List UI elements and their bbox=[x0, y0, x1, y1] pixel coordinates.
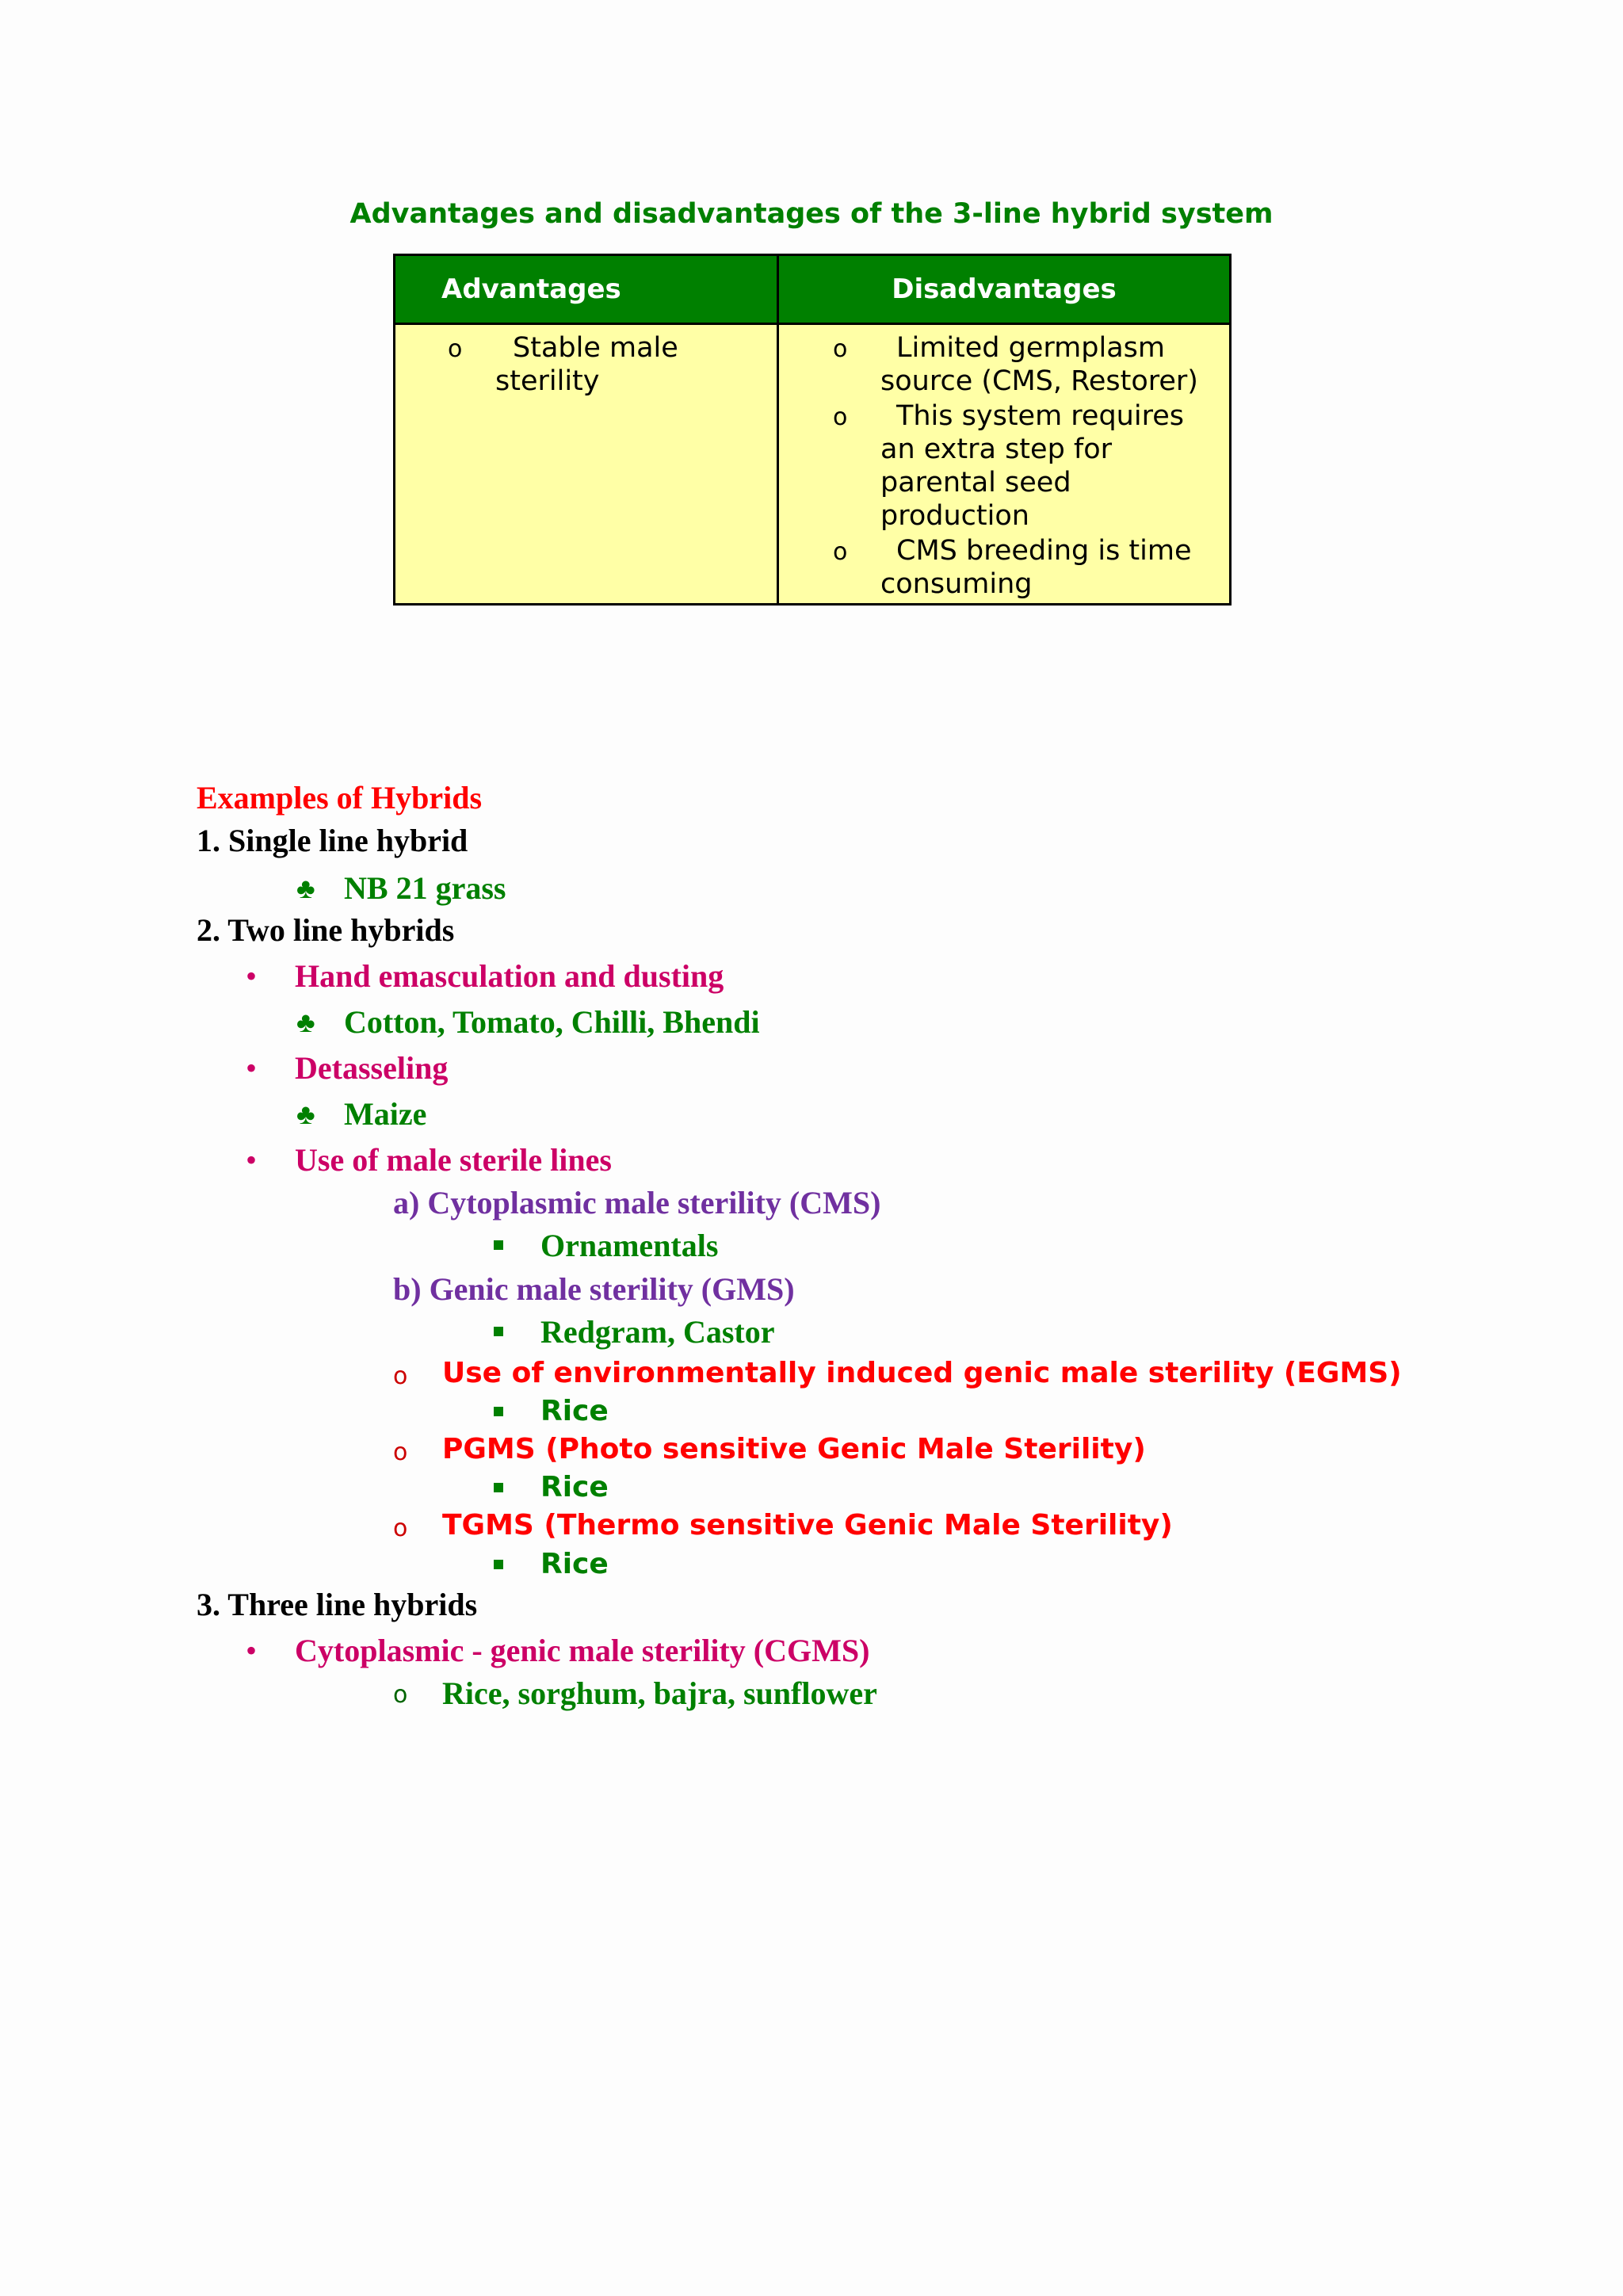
crop-item: Rice bbox=[540, 1548, 609, 1580]
env-item: Use of environmentally induced genic male sterility (EGMS) bbox=[442, 1357, 1402, 1389]
disadvantage-item: CMS breeding is time bbox=[896, 535, 1192, 567]
crop-item: NB 21 grass bbox=[344, 870, 506, 906]
env-item: TGMS (Thermo sensitive Genic Male Sterility) bbox=[442, 1509, 1173, 1541]
disadvantages-header: Disadvantages bbox=[779, 256, 1229, 323]
column-divider bbox=[777, 256, 779, 603]
advantage-item-cont: sterility bbox=[495, 365, 600, 397]
crop-item: Cotton, Tomato, Chilli, Bhendi bbox=[344, 1004, 760, 1040]
club-icon: ♣ bbox=[296, 873, 315, 904]
method-item: Use of male sterile lines bbox=[295, 1142, 612, 1178]
crop-item: Rice bbox=[540, 1471, 609, 1503]
square-bullet-icon bbox=[494, 1240, 503, 1250]
advantage-item: Stable male bbox=[513, 332, 678, 364]
crop-item: Rice bbox=[540, 1395, 609, 1427]
examples-heading: Examples of Hybrids bbox=[197, 780, 483, 816]
advantages-table bbox=[393, 254, 1232, 606]
table-title: Advantages and disadvantages of the 3-line hybrid system bbox=[349, 198, 1274, 230]
club-icon: ♣ bbox=[296, 1098, 315, 1130]
crop-item: Redgram, Castor bbox=[540, 1314, 775, 1350]
bullet-icon: o bbox=[833, 403, 848, 431]
disadvantage-item-cont: parental seed bbox=[880, 467, 1071, 499]
env-item: PGMS (Photo sensitive Genic Male Sterility) bbox=[442, 1433, 1146, 1465]
disadvantage-item-cont: an extra step for bbox=[880, 434, 1113, 465]
method-item: Hand emasculation and dusting bbox=[295, 958, 724, 994]
method-item: Detasseling bbox=[295, 1050, 449, 1086]
section-title: 1. Single line hybrid bbox=[197, 823, 468, 858]
circle-bullet-icon: o bbox=[393, 1515, 408, 1542]
advantages-cell bbox=[395, 323, 777, 603]
bullet-icon: o bbox=[448, 335, 463, 363]
section-title: 2. Two line hybrids bbox=[197, 912, 455, 948]
disadvantage-item: This system requires bbox=[896, 400, 1184, 432]
bullet-dot-icon: • bbox=[246, 1050, 258, 1086]
bullet-dot-icon: • bbox=[246, 1633, 258, 1668]
disadvantages-cell bbox=[779, 323, 1229, 603]
bullet-dot-icon: • bbox=[246, 958, 258, 994]
bullet-icon: o bbox=[833, 335, 848, 363]
advantages-header: Advantages bbox=[395, 256, 777, 323]
disadvantage-item-cont: source (CMS, Restorer) bbox=[880, 365, 1198, 397]
bullet-dot-icon: • bbox=[246, 1142, 258, 1178]
subtype-item: a) Cytoplasmic male sterility (CMS) bbox=[393, 1185, 881, 1221]
circle-bullet-icon: o bbox=[393, 1362, 408, 1390]
crop-item: Rice, sorghum, bajra, sunflower bbox=[442, 1675, 877, 1711]
square-bullet-icon bbox=[494, 1483, 503, 1492]
circle-bullet-icon: o bbox=[393, 1438, 408, 1466]
subtype-item: b) Genic male sterility (GMS) bbox=[393, 1271, 795, 1307]
square-bullet-icon bbox=[494, 1560, 503, 1569]
bullet-icon: o bbox=[833, 538, 848, 566]
crop-item: Ornamentals bbox=[540, 1228, 719, 1263]
circle-bullet-icon: o bbox=[393, 1681, 408, 1709]
disadvantage-item-cont: consuming bbox=[880, 568, 1033, 600]
crop-item: Maize bbox=[344, 1096, 427, 1132]
square-bullet-icon bbox=[494, 1327, 503, 1336]
disadvantage-item: Limited germplasm bbox=[896, 332, 1165, 364]
square-bullet-icon bbox=[494, 1407, 503, 1416]
section-title: 3. Three line hybrids bbox=[197, 1587, 478, 1622]
method-item: Cytoplasmic - genic male sterility (CGMS) bbox=[295, 1633, 870, 1668]
club-icon: ♣ bbox=[296, 1007, 315, 1038]
disadvantage-item-cont: production bbox=[880, 500, 1029, 532]
